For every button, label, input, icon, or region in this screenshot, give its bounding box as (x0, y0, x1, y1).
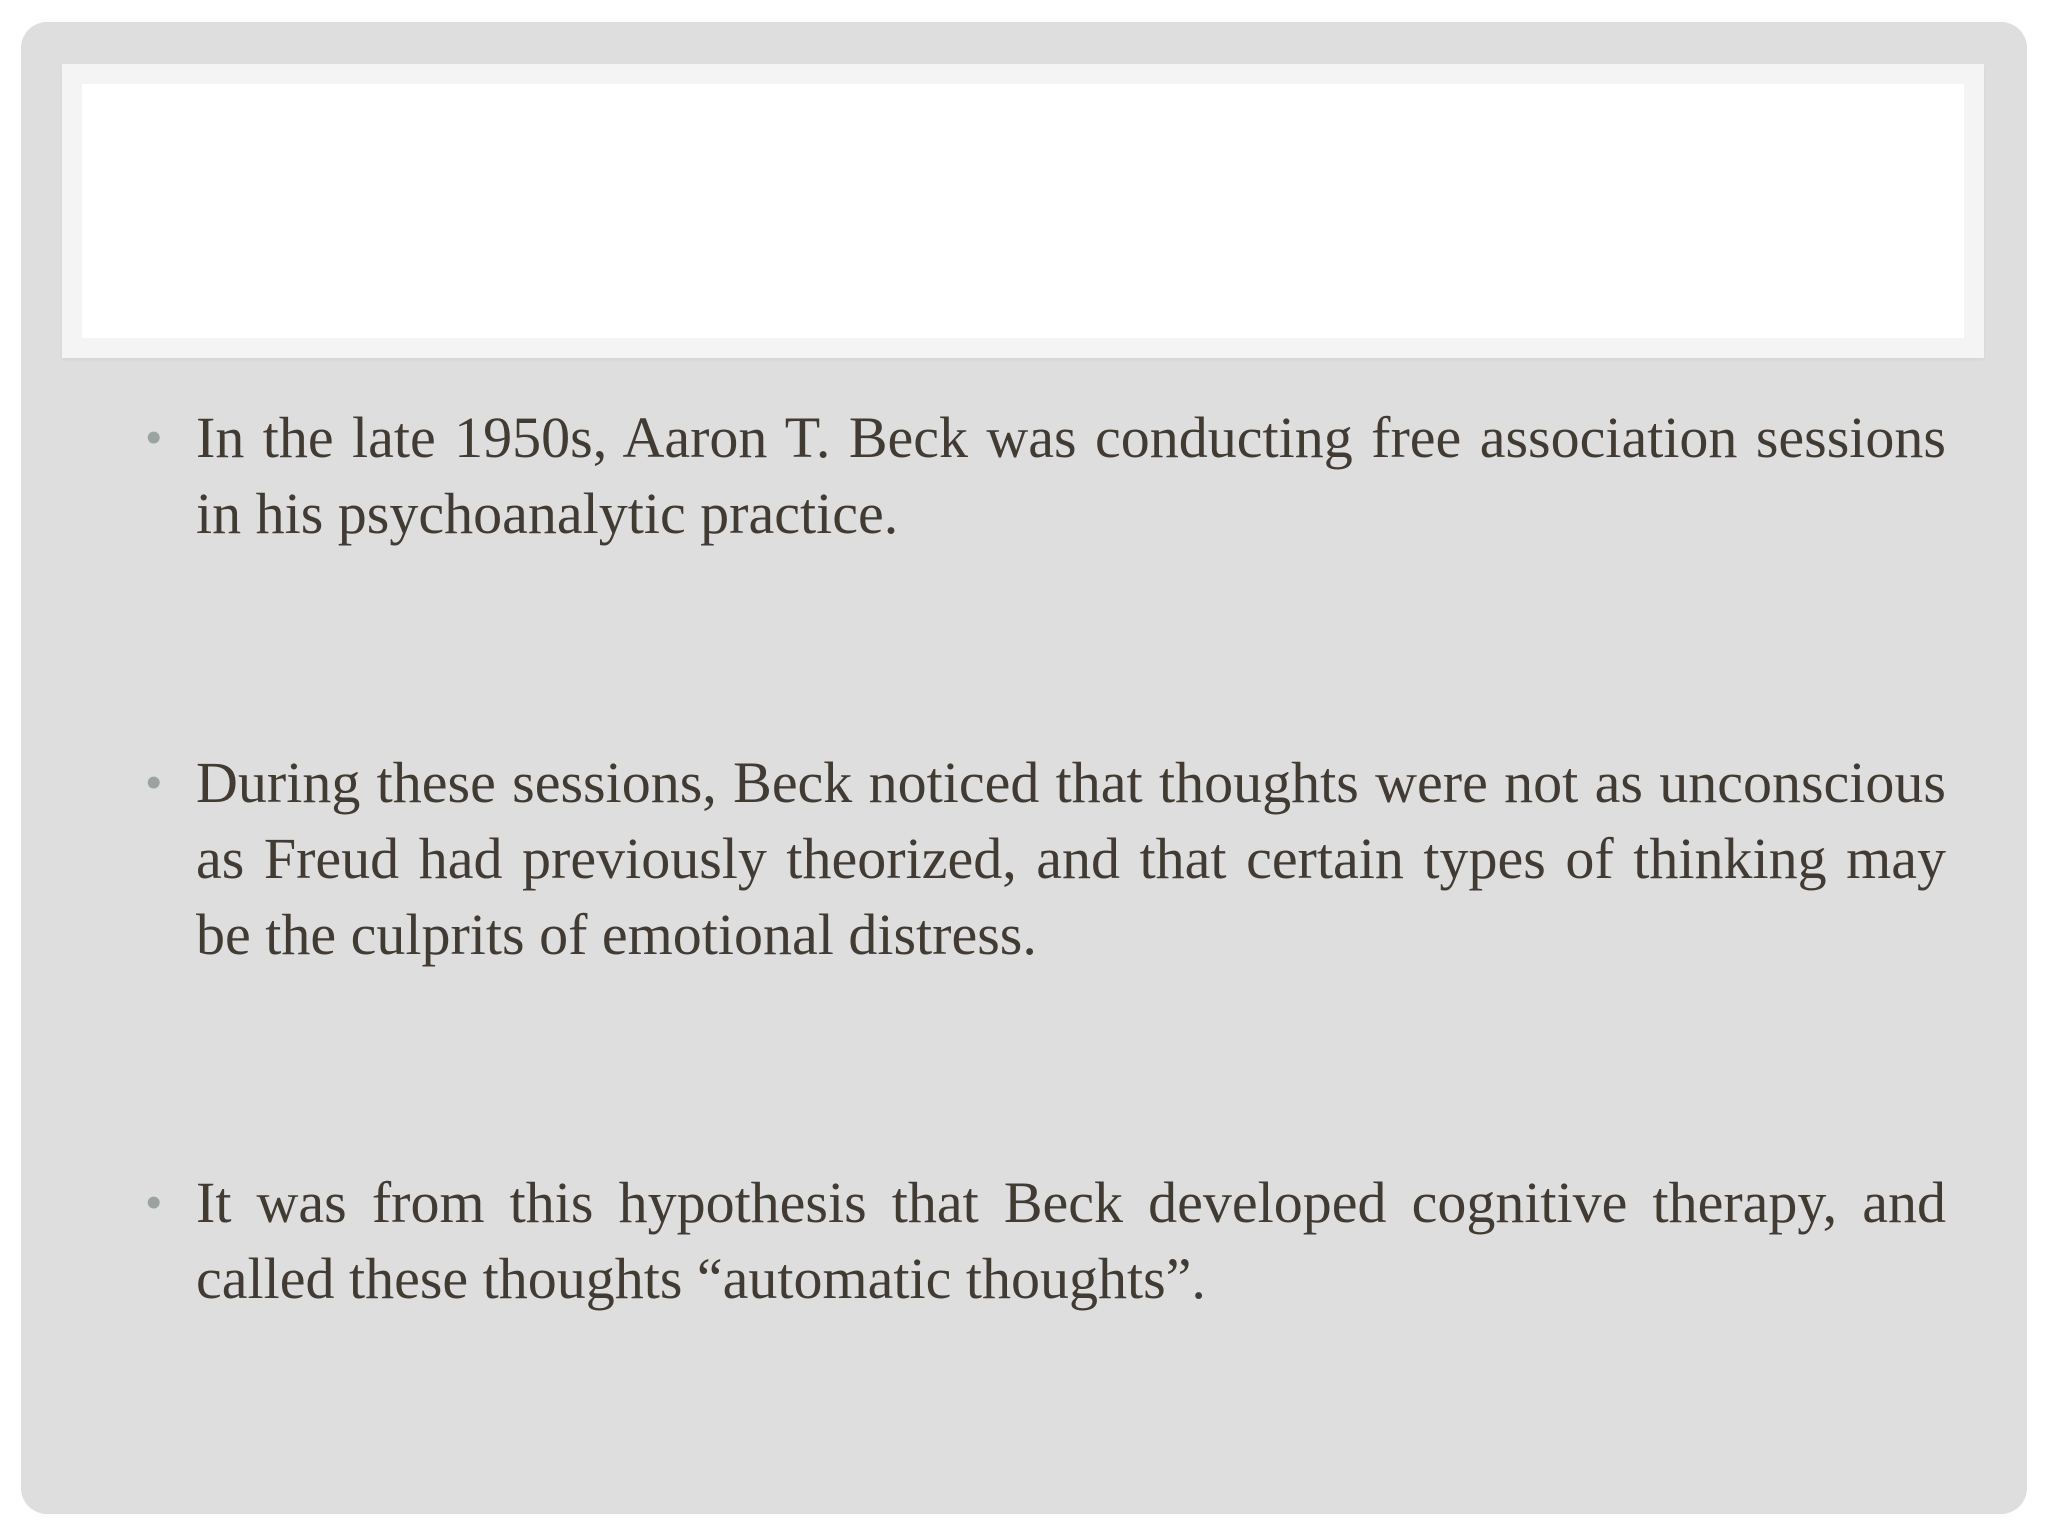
bullet-text: It was from this hypothesis that Beck developed cognitive therapy, and called these thoughts “automatic thoughts”. (196, 1170, 1946, 1311)
bullet-dot-icon: • (146, 413, 162, 462)
bullet-dot-icon: • (146, 758, 162, 807)
bullet-text: During these sessions, Beck noticed that thoughts were not as unconscious as Freud had previously theorized, and that certain types of thinking may be the culprits of emotional distress. (196, 750, 1946, 967)
slide-title (122, 84, 1924, 338)
bullet-text: In the late 1950s, Aaron T. Beck was conducting free association sessions in his psychoanalytic practice. (196, 405, 1946, 546)
slide (21, 22, 2027, 1514)
title-placeholder (82, 84, 1964, 338)
bullet-dot-icon: • (146, 1178, 162, 1227)
title-placeholder-frame (62, 64, 1984, 358)
bullet-item (146, 400, 1946, 552)
bullet-item (146, 745, 1946, 973)
bullet-item (146, 1165, 1946, 1317)
